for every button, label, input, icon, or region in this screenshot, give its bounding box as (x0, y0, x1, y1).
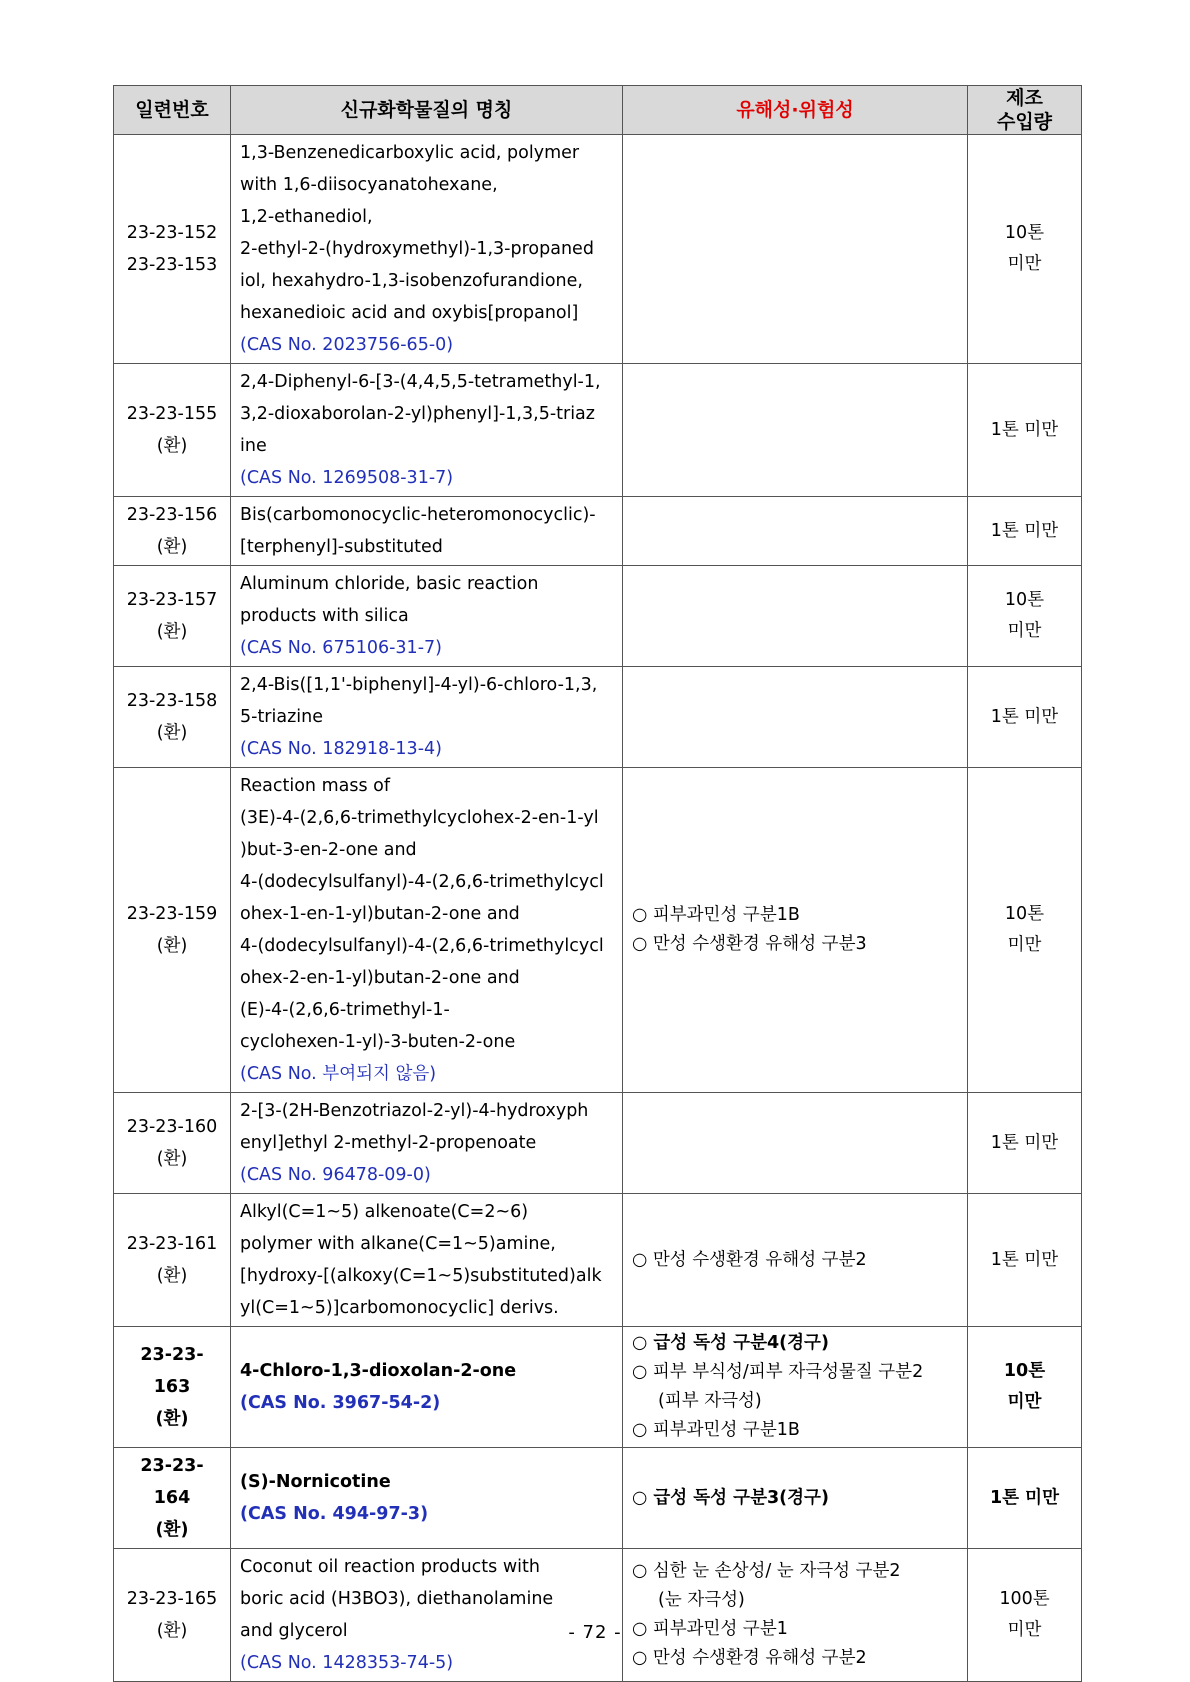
amount-value: 1톤 미만 (990, 1487, 1059, 1508)
serial-number: 23-23-153 (126, 255, 218, 275)
new-chemicals-table (113, 85, 1082, 1682)
table-header-row (114, 86, 1082, 135)
cas-number: (CAS No. 96478-09-0) (240, 1165, 431, 1185)
chemical-name-line: cyclohexen-1-yl)-3-buten-2-one (240, 1032, 516, 1052)
header-amount-line1: 제조 (1006, 87, 1043, 109)
serial-number: 23-23-165 (126, 1589, 218, 1609)
hazard-cell (623, 1194, 968, 1327)
serial-number: 23-23-164 (140, 1456, 204, 1508)
serial-number: (환) (156, 436, 188, 456)
amount-value: 미만 (1007, 621, 1042, 641)
hazard-item: ○ 피부 부식성/피부 자극성물질 구분2 (632, 1362, 924, 1382)
table-row (114, 1549, 1082, 1682)
amount-value: 10톤 (1004, 223, 1045, 243)
serial-number: 23-23-163 (140, 1345, 204, 1397)
chemical-name-cell (231, 1549, 623, 1682)
amount-value: 미만 (1007, 1620, 1042, 1640)
chemical-name-line: Aluminum chloride, basic reaction (240, 574, 539, 594)
chemical-name-line: ohex-1-en-1-yl)butan-2-one and (240, 904, 520, 924)
chemical-name-line: ohex-2-en-1-yl)butan-2-one and (240, 968, 520, 988)
chemical-name-line: polymer with alkane(C=1~5)amine, (240, 1234, 556, 1254)
serial-number: (환) (155, 1409, 189, 1429)
chemical-name-cell (231, 1093, 623, 1194)
chemical-name-line: (S)-Nornicotine (240, 1472, 391, 1492)
chemical-name-line: Reaction mass of (240, 776, 391, 796)
serial-number: 23-23-161 (126, 1234, 218, 1254)
cas-number: (CAS No. 부여되지 않음) (240, 1064, 437, 1084)
table-row (114, 135, 1082, 364)
amount-cell (968, 364, 1082, 497)
table-row (114, 768, 1082, 1093)
amount-cell (968, 1194, 1082, 1327)
chemical-name-cell (231, 768, 623, 1093)
hazard-item: ○ 피부과민성 구분1B (632, 1420, 800, 1440)
amount-value: 100톤 (999, 1589, 1050, 1609)
serial-number: (환) (156, 622, 188, 642)
chemical-name-line: and glycerol (240, 1621, 348, 1641)
chemical-name-line: (E)-4-(2,6,6-trimethyl-1- (240, 1000, 450, 1020)
serial-cell (114, 1327, 231, 1448)
table-row (114, 1448, 1082, 1549)
amount-value: 미만 (1007, 254, 1042, 274)
chemical-name-line: [hydroxy-[(alkoxy(C=1~5)substituted)alk (240, 1266, 602, 1286)
table-row (114, 566, 1082, 667)
hazard-item: ○ 만성 수생환경 유해성 구분2 (632, 1249, 867, 1270)
table-row (114, 1194, 1082, 1327)
amount-value: 10톤 (1003, 1361, 1046, 1381)
chemical-name-line: yl(C=1~5)]carbomonocyclic] derivs. (240, 1298, 559, 1318)
serial-number: 23-23-159 (126, 904, 218, 924)
header-hazard: 유해성·위험성 (623, 86, 968, 135)
hazard-cell (623, 667, 968, 768)
chemical-name-line: boric acid (H3BO3), diethanolamine (240, 1589, 554, 1609)
amount-cell (968, 1093, 1082, 1194)
amount-value: 1톤 미만 (990, 520, 1059, 541)
header-amount (968, 86, 1082, 135)
cas-number: (CAS No. 675106-31-7) (240, 638, 442, 658)
chemical-name-line: enyl]ethyl 2-methyl-2-propenoate (240, 1133, 537, 1153)
table-row (114, 1093, 1082, 1194)
serial-number: (환) (156, 1621, 188, 1641)
amount-cell (968, 566, 1082, 667)
chemical-name-line: ine (240, 436, 267, 456)
chemical-name-line: 2-ethyl-2-(hydroxymethyl)-1,3-propaned (240, 239, 594, 259)
chemical-name-cell (231, 497, 623, 566)
serial-number: 23-23-158 (126, 691, 218, 711)
chemical-name-cell (231, 364, 623, 497)
chemical-name-line: 3,2-dioxaborolan-2-yl)phenyl]-1,3,5-triaz (240, 404, 595, 424)
amount-value: 1톤 미만 (990, 419, 1059, 440)
amount-cell (968, 497, 1082, 566)
amount-value: 1톤 미만 (990, 1132, 1059, 1153)
hazard-cell (623, 1093, 968, 1194)
amount-cell (968, 1448, 1082, 1549)
chemical-name-line: 1,3-Benzenedicarboxylic acid, polymer (240, 143, 580, 163)
hazard-item: ○ 심한 눈 손상성/ 눈 자극성 구분2 (632, 1561, 901, 1581)
serial-cell (114, 135, 231, 364)
chemical-name-line: 2,4-Bis([1,1'-biphenyl]-4-yl)-6-chloro-1,3, (240, 675, 598, 695)
chemical-name-cell (231, 1194, 623, 1327)
serial-number: (환) (156, 1149, 188, 1169)
amount-value: 미만 (1007, 935, 1042, 955)
table-body (114, 135, 1082, 1682)
header-serial: 일련번호 (114, 86, 231, 135)
chemical-name-line: [terphenyl]-substituted (240, 537, 443, 557)
page-number: - 72 - (568, 1622, 622, 1643)
serial-cell (114, 667, 231, 768)
chemical-name-line: 5-triazine (240, 707, 323, 727)
hazard-cell (623, 1549, 968, 1682)
chemical-name-line: 2-[3-(2H-Benzotriazol-2-yl)-4-hydroxyph (240, 1101, 589, 1121)
chemical-name-cell (231, 1327, 623, 1448)
hazard-cell (623, 1327, 968, 1448)
hazard-item: ○ 급성 독성 구분3(경구) (632, 1487, 829, 1508)
serial-cell (114, 364, 231, 497)
table-row (114, 667, 1082, 768)
serial-number: 23-23-160 (126, 1117, 218, 1137)
amount-cell (968, 667, 1082, 768)
hazard-cell (623, 566, 968, 667)
serial-number: (환) (156, 537, 188, 557)
cas-number: (CAS No. 1428353-74-5) (240, 1653, 454, 1673)
chemical-name-line: 2,4-Diphenyl-6-[3-(4,4,5,5-tetramethyl-1, (240, 372, 601, 392)
serial-number: 23-23-155 (126, 404, 218, 424)
chemical-name-line: Alkyl(C=1~5) alkenoate(C=2~6) (240, 1202, 529, 1222)
header-name: 신규화학물질의 명칭 (231, 86, 623, 135)
chemical-name-line: 4-Chloro-1,3-dioxolan-2-one (240, 1361, 517, 1381)
amount-cell (968, 135, 1082, 364)
serial-number: (환) (156, 723, 188, 743)
hazard-cell (623, 497, 968, 566)
chemical-name-cell (231, 135, 623, 364)
table-row (114, 497, 1082, 566)
serial-number: (환) (156, 936, 188, 956)
chemical-name-line: Coconut oil reaction products with (240, 1557, 540, 1577)
header-amount-line2: 수입량 (996, 111, 1053, 133)
serial-number: 23-23-156 (126, 505, 218, 525)
amount-value: 10톤 (1004, 590, 1045, 610)
chemical-name-line: iol, hexahydro-1,3-isobenzofurandione, (240, 271, 583, 291)
hazard-item: ○ 피부과민성 구분1B (632, 905, 800, 925)
serial-number: (환) (156, 1266, 188, 1286)
hazard-cell (623, 364, 968, 497)
hazard-item: ○ 피부과민성 구분1 (632, 1619, 788, 1639)
serial-number: 23-23-152 (126, 223, 218, 243)
hazard-item: (눈 자극성) (658, 1590, 745, 1610)
cas-number: (CAS No. 2023756-65-0) (240, 335, 454, 355)
chemical-name-line: )but-3-en-2-one and (240, 840, 417, 860)
serial-cell (114, 768, 231, 1093)
chemical-name-line: with 1,6-diisocyanatohexane, (240, 175, 498, 195)
hazard-item: ○ 만성 수생환경 유해성 구분3 (632, 934, 867, 954)
chemical-name-line: 4-(dodecylsulfanyl)-4-(2,6,6-trimethylcycl (240, 936, 604, 956)
amount-cell (968, 1327, 1082, 1448)
cas-number: (CAS No. 182918-13-4) (240, 739, 442, 759)
table-row (114, 1327, 1082, 1448)
chemical-name-line: hexanedioic acid and oxybis[propanol] (240, 303, 579, 323)
hazard-item: ○ 급성 독성 구분4(경구) (632, 1333, 829, 1353)
amount-value: 1톤 미만 (990, 706, 1059, 727)
chemical-name-cell (231, 566, 623, 667)
serial-cell (114, 566, 231, 667)
hazard-item: (피부 자극성) (658, 1391, 762, 1411)
amount-cell (968, 1549, 1082, 1682)
amount-cell (968, 768, 1082, 1093)
hazard-cell (623, 768, 968, 1093)
cas-number: (CAS No. 3967-54-2) (240, 1393, 441, 1413)
chemical-name-line: 4-(dodecylsulfanyl)-4-(2,6,6-trimethylcycl (240, 872, 604, 892)
cas-number: (CAS No. 1269508-31-7) (240, 468, 454, 488)
serial-cell (114, 1448, 231, 1549)
serial-cell (114, 1549, 231, 1682)
cas-number: (CAS No. 494-97-3) (240, 1504, 429, 1524)
serial-cell (114, 497, 231, 566)
chemical-name-cell (231, 667, 623, 768)
chemical-name-line: 1,2-ethanediol, (240, 207, 373, 227)
hazard-cell (623, 1448, 968, 1549)
table-row (114, 364, 1082, 497)
serial-number: 23-23-157 (126, 590, 218, 610)
chemical-name-line: (3E)-4-(2,6,6-trimethylcyclohex-2-en-1-yl (240, 808, 599, 828)
chemical-name-line: Bis(carbomonocyclic-heteromonocyclic)- (240, 505, 596, 525)
amount-value: 미만 (1007, 1392, 1042, 1412)
chemical-name-cell (231, 1448, 623, 1549)
amount-value: 1톤 미만 (990, 1249, 1059, 1270)
hazard-cell (623, 135, 968, 364)
hazard-item: ○ 만성 수생환경 유해성 구분2 (632, 1648, 867, 1668)
serial-cell (114, 1093, 231, 1194)
amount-value: 10톤 (1004, 904, 1045, 924)
chemical-name-line: products with silica (240, 606, 409, 626)
serial-cell (114, 1194, 231, 1327)
serial-number: (환) (155, 1520, 189, 1540)
